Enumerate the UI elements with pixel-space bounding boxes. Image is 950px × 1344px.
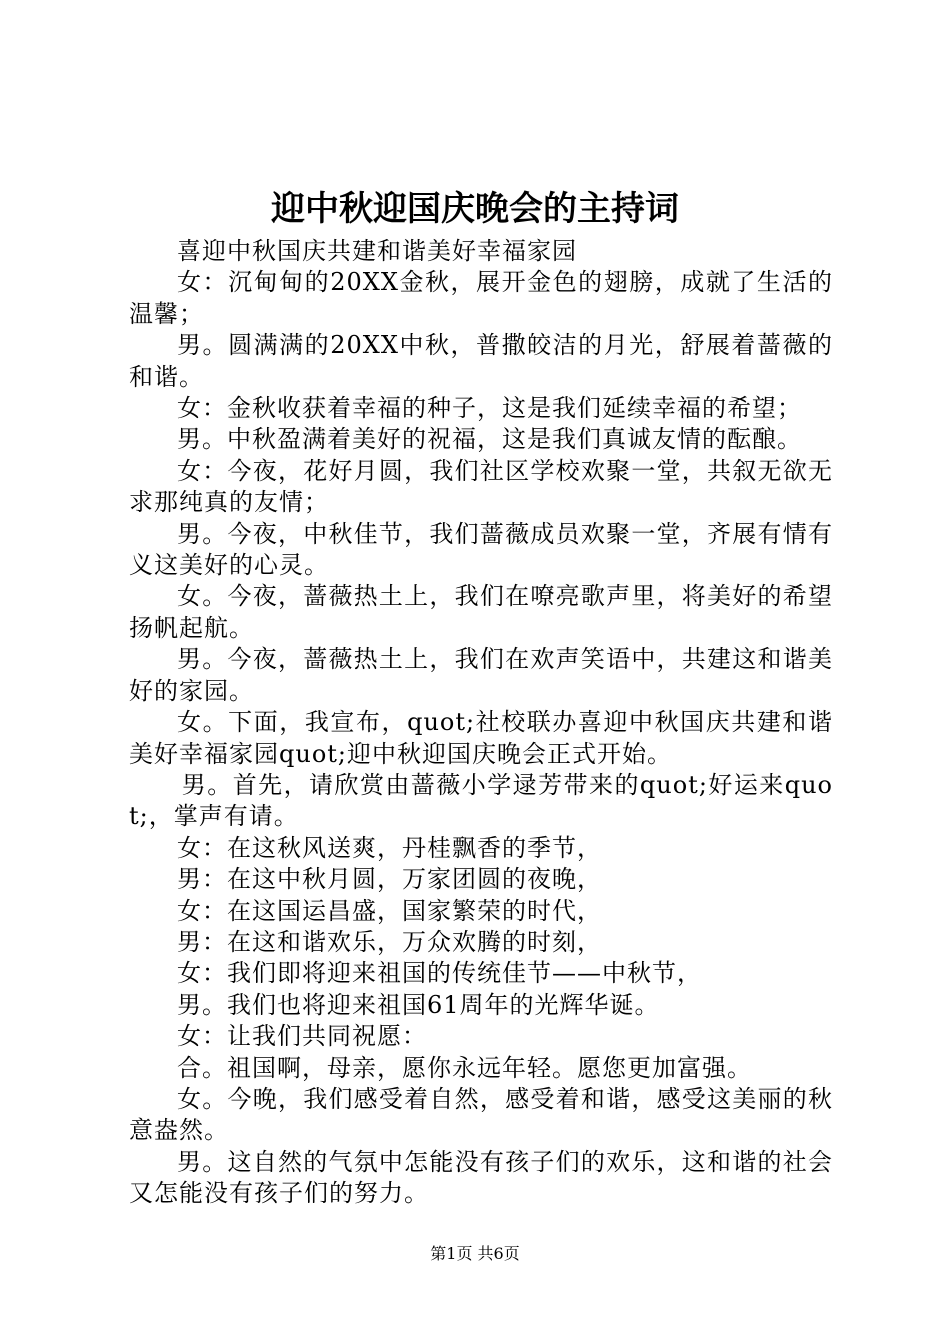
document-title: 迎中秋迎国庆晚会的主持词 [271, 189, 679, 229]
paragraph: 女。今晚，我们感受着自然，感受着和谐，感受这美丽的秋意盎然。 [129, 1084, 833, 1145]
paragraph: 女：在这秋风送爽，丹桂飘香的季节， [177, 833, 602, 862]
paragraph: 男。我们也将迎来祖国61周年的光辉华诞。 [177, 990, 660, 1019]
document-body [129, 236, 833, 1210]
paragraph: 男。今夜，中秋佳节，我们蔷薇成员欢聚一堂，齐展有情有义这美好的心灵。 [129, 519, 833, 580]
paragraph: 喜迎中秋国庆共建和谐美好幸福家园 [177, 237, 577, 265]
paragraph: 女：金秋收获着幸福的种子，这是我们延续幸福的希望； [177, 394, 802, 423]
paragraph: 男。这自然的气氛中怎能没有孩子们的欢乐，这和谐的社会又怎能没有孩子们的努力。 [129, 1147, 833, 1208]
paragraph: 男。首先，请欣赏由蔷薇小学逯芳带来的quot;好运来quot;，掌声有请。 [129, 770, 833, 831]
paragraph: 男：在这中秋月圆，万家团圆的夜晚， [177, 865, 602, 894]
paragraph: 女：今夜，花好月圆，我们社区学校欢聚一堂，共叙无欲无求那纯真的友情； [129, 456, 833, 517]
paragraph: 男。今夜，蔷薇热土上，我们在欢声笑语中，共建这和谐美好的家园。 [129, 645, 833, 705]
paragraph: 女：让我们共同祝愿： [177, 1022, 427, 1051]
page-footer: 第1页 共6页 [430, 1244, 520, 1263]
paragraph: 女：我们即将迎来祖国的传统佳节——中秋节， [177, 959, 702, 988]
paragraph: 女：在这国运昌盛，国家繁荣的时代， [177, 896, 602, 925]
paragraph: 男。圆满满的20XX中秋，普撒皎洁的月光，舒展着蔷薇的和谐。 [129, 331, 833, 391]
paragraph: 女。今夜，蔷薇热土上，我们在嘹亮歌声里，将美好的希望扬帆起航。 [129, 582, 833, 642]
paragraph: 合。祖国啊，母亲，愿你永远年轻。愿您更加富强。 [177, 1053, 752, 1082]
paragraph: 男。中秋盈满着美好的祝福，这是我们真诚友情的酝酿。 [177, 425, 802, 454]
paragraph: 女：沉甸甸的20XX金秋，展开金色的翅膀，成就了生活的温馨； [129, 268, 833, 328]
paragraph: 女。下面，我宣布，quot;社校联办喜迎中秋国庆共建和谐美好幸福家园quot;迎中秋迎国庆晚会正式开始。 [129, 708, 833, 768]
paragraph: 男：在这和谐欢乐，万众欢腾的时刻， [177, 927, 602, 956]
